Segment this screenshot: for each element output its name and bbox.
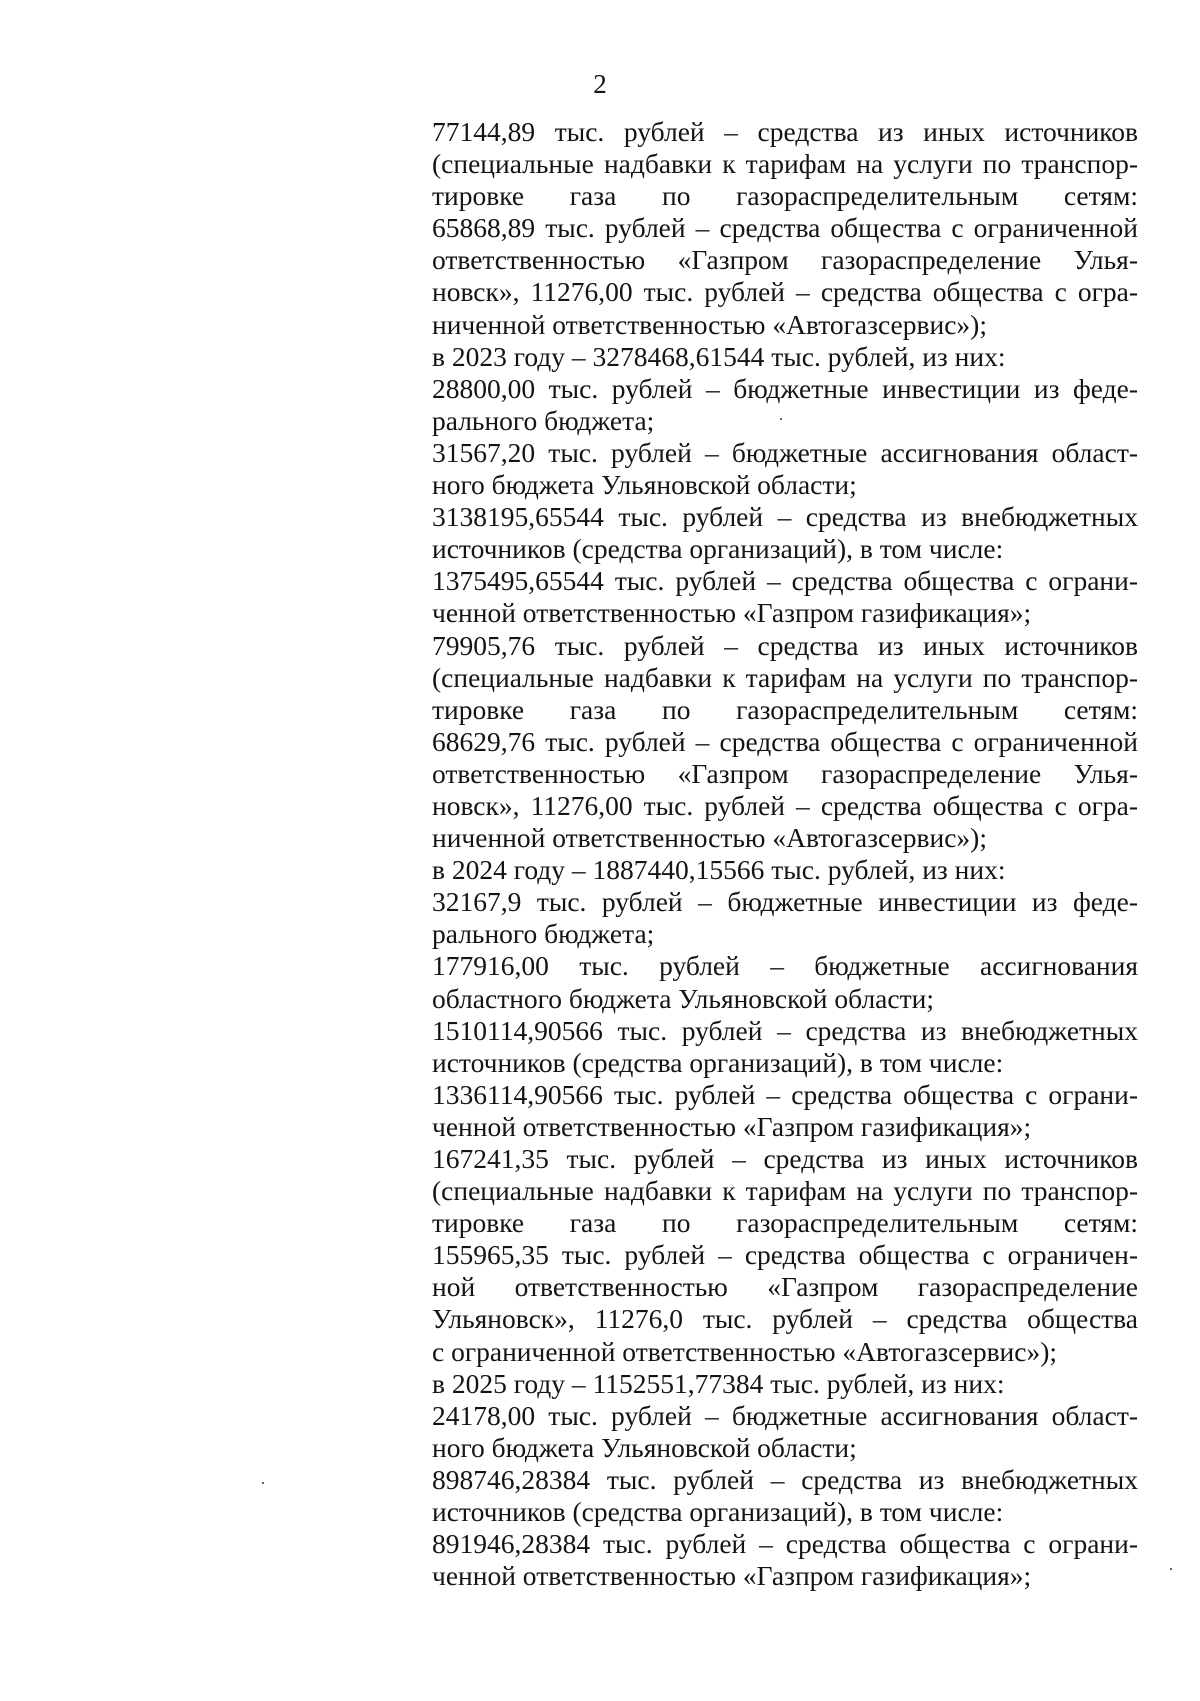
- text-line: в 2023 году – 3278468,61544 тыс. рублей, из них:: [432, 340, 1006, 372]
- text-line: (специальные надбавки к тарифам на услуги по транспор-: [432, 148, 1138, 180]
- text-line: ного бюджета Ульяновской области;: [432, 1431, 857, 1463]
- text-line: в 2024 году – 1887440,15566 тыс. рублей, из них:: [432, 854, 1006, 886]
- text-line: Ульяновск», 11276,0 тыс. рублей – средства общества: [432, 1303, 1138, 1335]
- text-line: 3138195,65544 тыс. рублей – средства из внебюджетных: [432, 501, 1138, 533]
- text-line: 891946,28384 тыс. рублей – средства общества с ограни-: [432, 1528, 1138, 1560]
- text-line: тировке газа по газораспределительным сетям:: [432, 1207, 1138, 1239]
- text-line: 177916,00 тыс. рублей – бюджетные ассигнования: [432, 950, 1138, 982]
- text-line: ответственностью «Газпром газораспределение Улья-: [432, 757, 1138, 789]
- text-line: в 2025 году – 1152551,77384 тыс. рублей, из них:: [432, 1367, 1005, 1399]
- text-line: (специальные надбавки к тарифам на услуги по транспор-: [432, 661, 1138, 693]
- scan-speck: [1170, 1568, 1172, 1570]
- text-line: 1375495,65544 тыс. рублей – средства общества с ограни-: [432, 565, 1138, 597]
- text-line: ниченной ответственностью «Автогазсервис»);: [432, 822, 987, 854]
- text-line: 79905,76 тыс. рублей – средства из иных источников: [432, 629, 1138, 661]
- scan-speck: [780, 418, 782, 420]
- text-line: ченной ответственностью «Газпром газификация»;: [432, 597, 1032, 629]
- text-line: новск», 11276,00 тыс. рублей – средства общества с огра-: [432, 276, 1138, 308]
- text-line: рального бюджета;: [432, 404, 655, 436]
- text-line: 32167,9 тыс. рублей – бюджетные инвестиции из феде-: [432, 886, 1138, 918]
- text-line: ного бюджета Ульяновской области;: [432, 469, 857, 501]
- body-text: [432, 116, 1138, 1592]
- text-line: 1510114,90566 тыс. рублей – средства из внебюджетных: [432, 1014, 1138, 1046]
- page-number: 2: [593, 69, 607, 99]
- text-line: источников (средства организаций), в том числе:: [432, 533, 1004, 565]
- scan-speck: [262, 1482, 264, 1484]
- text-line: ченной ответственностью «Газпром газификация»;: [432, 1110, 1032, 1142]
- text-line: 31567,20 тыс. рублей – бюджетные ассигнования област-: [432, 436, 1138, 468]
- text-line: (специальные надбавки к тарифам на услуги по транспор-: [432, 1175, 1138, 1207]
- text-line: 77144,89 тыс. рублей – средства из иных источников: [432, 116, 1138, 147]
- text-line: 167241,35 тыс. рублей – средства из иных источников: [432, 1143, 1138, 1174]
- text-line: источников (средства организаций), в том числе:: [432, 1046, 1004, 1078]
- text-line: ответственностью «Газпром газораспределение Улья-: [432, 244, 1138, 276]
- text-line: тировке газа по газораспределительным сетям:: [432, 693, 1138, 725]
- text-line: новск», 11276,00 тыс. рублей – средства общества с огра-: [432, 789, 1138, 821]
- text-line: 898746,28384 тыс. рублей – средства из внебюджетных: [432, 1463, 1138, 1495]
- text-line: 1336114,90566 тыс. рублей – средства общества с ограни-: [432, 1078, 1138, 1110]
- text-line: 155965,35 тыс. рублей – средства общества с ограничен-: [432, 1239, 1138, 1271]
- text-line: 28800,00 тыс. рублей – бюджетные инвестиции из феде-: [432, 372, 1138, 404]
- text-line: ной ответственностью «Газпром газораспределение: [432, 1271, 1138, 1303]
- text-line: тировке газа по газораспределительным сетям:: [432, 180, 1138, 212]
- text-line: 24178,00 тыс. рублей – бюджетные ассигнования област-: [432, 1399, 1138, 1431]
- text-line: 68629,76 тыс. рублей – средства общества с ограниченной: [432, 725, 1138, 757]
- text-line: ниченной ответственностью «Автогазсервис»);: [432, 308, 987, 340]
- text-line: рального бюджета;: [432, 918, 655, 950]
- text-line: источников (средства организаций), в том числе:: [432, 1496, 1004, 1528]
- text-line: ченной ответственностью «Газпром газификация»;: [432, 1560, 1032, 1592]
- text-line: областного бюджета Ульяновской области;: [432, 982, 934, 1014]
- text-line: с ограниченной ответственностью «Автогазсервис»);: [432, 1335, 1058, 1367]
- text-line: 65868,89 тыс. рублей – средства общества с ограниченной: [432, 212, 1138, 244]
